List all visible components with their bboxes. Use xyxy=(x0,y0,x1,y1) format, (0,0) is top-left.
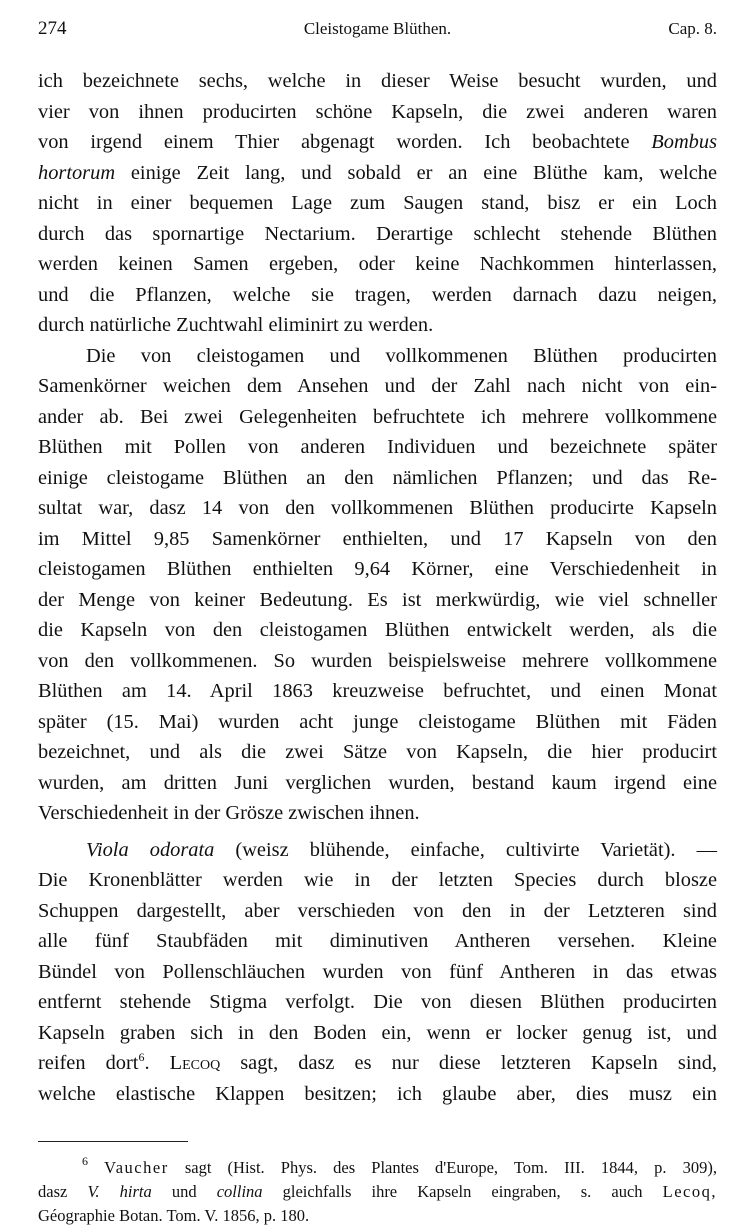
text-line: ich bezeichnete sechs, welche in dieser Weise besucht wurden, und xyxy=(38,70,717,92)
text-line: im Mittel 9,85 Samenkörner enthielten, und 17 Kapseln von den xyxy=(38,527,717,550)
page-header xyxy=(38,18,717,54)
paragraph-1 xyxy=(38,66,717,341)
footnote-line xyxy=(38,1156,717,1180)
text-line: werden keinen Samen ergeben, oder keine Nachkommen hinterlassen, xyxy=(38,253,717,275)
paragraph-2 xyxy=(38,341,717,829)
species-name: Viola odorata xyxy=(86,838,215,861)
text-run: und xyxy=(151,1182,217,1201)
text-line: von den vollkommenen. So wurden beispielsweise mehrere vollkommene xyxy=(38,649,717,672)
text-run: dasz xyxy=(38,1182,88,1201)
text-line: wurden, am dritten Juni verglichen wurden, bestand kaum irgend eine xyxy=(38,771,717,794)
text-line: durch das spornartige Nectarium. Derartige schlecht stehende Blüthen xyxy=(38,222,717,245)
text-run: sagt, dasz es nur diese letzteren Kapseln sind, xyxy=(220,1052,717,1074)
text-line xyxy=(38,158,717,189)
text-run: einige Zeit lang, und sobald er an eine Blüthe kam, welche xyxy=(115,161,717,184)
text-run: . xyxy=(144,1052,170,1074)
text-line: einige cleistogame Blüthen an den nämlichen Pflanzen; und das Re- xyxy=(38,466,717,489)
text-line: Verschiedenheit in der Grösze zwischen ihnen. xyxy=(38,802,420,824)
text-line: Die Kronenblätter werden wie in der letzten Species durch blosze xyxy=(38,869,717,891)
page-number: 274 xyxy=(38,18,67,39)
text-line: Die von cleistogamen und vollkommenen Blüthen producirten xyxy=(86,344,717,367)
species-name: V. hirta xyxy=(87,1182,152,1201)
text-run: (weisz blühende, einfache, cultivirte Varietät). — xyxy=(214,838,717,861)
text-run: reifen dort xyxy=(38,1052,139,1074)
author-name: Lecoq xyxy=(169,1052,221,1074)
footnote-reference[interactable]: 6 xyxy=(138,1050,145,1064)
text-line: entfernt stehende Stigma verfolgt. Die von diesen Blüthen producirten xyxy=(38,991,717,1013)
book-page xyxy=(38,18,717,1228)
species-name: collina xyxy=(216,1182,263,1201)
body-text xyxy=(38,66,717,1109)
footnote-line xyxy=(38,1180,717,1204)
text-line: ander ab. Bei zwei Gelegenheiten befruchtete ich mehrere vollkommene xyxy=(38,405,717,428)
text-line: Kapseln graben sich in den Boden ein, wenn er locker genug ist, und xyxy=(38,1021,717,1044)
text-line: sultat war, dasz 14 von den vollkommenen Blüthen producirte Kapseln xyxy=(38,497,717,519)
text-run: von irgend einem Thier abgenagt worden. Ich beobachtete xyxy=(38,131,652,153)
text-line: der Menge von keiner Bedeutung. Es ist merkwürdig, wie viel schneller xyxy=(38,588,717,611)
text-line: Samenkörner weichen dem Ansehen und der Zahl nach nicht von ein- xyxy=(38,375,717,397)
text-line: welche elastische Klappen besitzen; ich glaube aber, dies musz ein xyxy=(38,1082,717,1105)
running-title: Cleistogame Blüthen. xyxy=(303,19,452,38)
text-line: durch natürliche Zuchtwahl eliminirt zu werden. xyxy=(38,314,434,336)
footnote-line: Géographie Botan. Tom. V. 1856, p. 180. xyxy=(38,1206,310,1225)
footnote xyxy=(38,1156,717,1228)
footnote-marker: 6 xyxy=(82,1154,88,1168)
text-line: Blüthen am 14. April 1863 kreuzweise befruchtet, und einen Monat xyxy=(38,680,717,702)
chapter-label: Cap. 8. xyxy=(668,19,717,38)
text-run: sagt (Hist. Phys. des Plantes d'Europe, Tom. III. 1844, p. 309), xyxy=(168,1158,718,1177)
text-line xyxy=(38,127,717,158)
text-line xyxy=(38,835,717,866)
paragraph-3 xyxy=(38,835,717,1110)
text-line: Bündel von Pollenschläuchen wurden von fünf Antheren in das etwas xyxy=(38,960,717,983)
text-line: Schuppen dargestellt, aber verschieden von den in der Letzteren sind xyxy=(38,899,717,922)
author-name: Vaucher xyxy=(104,1158,169,1177)
text-line: vier von ihnen producirten schöne Kapseln, die zwei anderen waren xyxy=(38,100,717,123)
text-run: gleichfalls ihre Kapseln eingraben, s. auch xyxy=(262,1182,663,1201)
text-line: nicht in einer bequemen Lage zum Saugen stand, bisz er ein Loch xyxy=(38,192,717,214)
text-line: die Kapseln von den cleistogamen Blüthen entwickelt werden, als die xyxy=(38,619,717,641)
text-line: cleistogamen Blüthen enthielten 9,64 Körner, eine Verschiedenheit in xyxy=(38,558,717,580)
text-line xyxy=(38,1048,717,1079)
species-name: hortorum xyxy=(38,161,116,184)
text-line: und die Pflanzen, welche sie tragen, werden darnach dazu neigen, xyxy=(38,283,717,306)
text-line: Blüthen mit Pollen von anderen Individuen und bezeichnete später xyxy=(38,436,717,458)
footnote-divider xyxy=(38,1141,188,1142)
text-line: bezeichnet, und als die zwei Sätze von Kapseln, die hier producirt xyxy=(38,741,717,763)
text-line: später (15. Mai) wurden acht junge cleistogame Blüthen mit Fäden xyxy=(38,710,717,733)
species-name: Bombus xyxy=(651,131,717,153)
text-line: alle fünf Staubfäden mit diminutiven Antheren versehen. Kleine xyxy=(38,930,717,952)
author-name: Lecoq, xyxy=(662,1182,717,1201)
